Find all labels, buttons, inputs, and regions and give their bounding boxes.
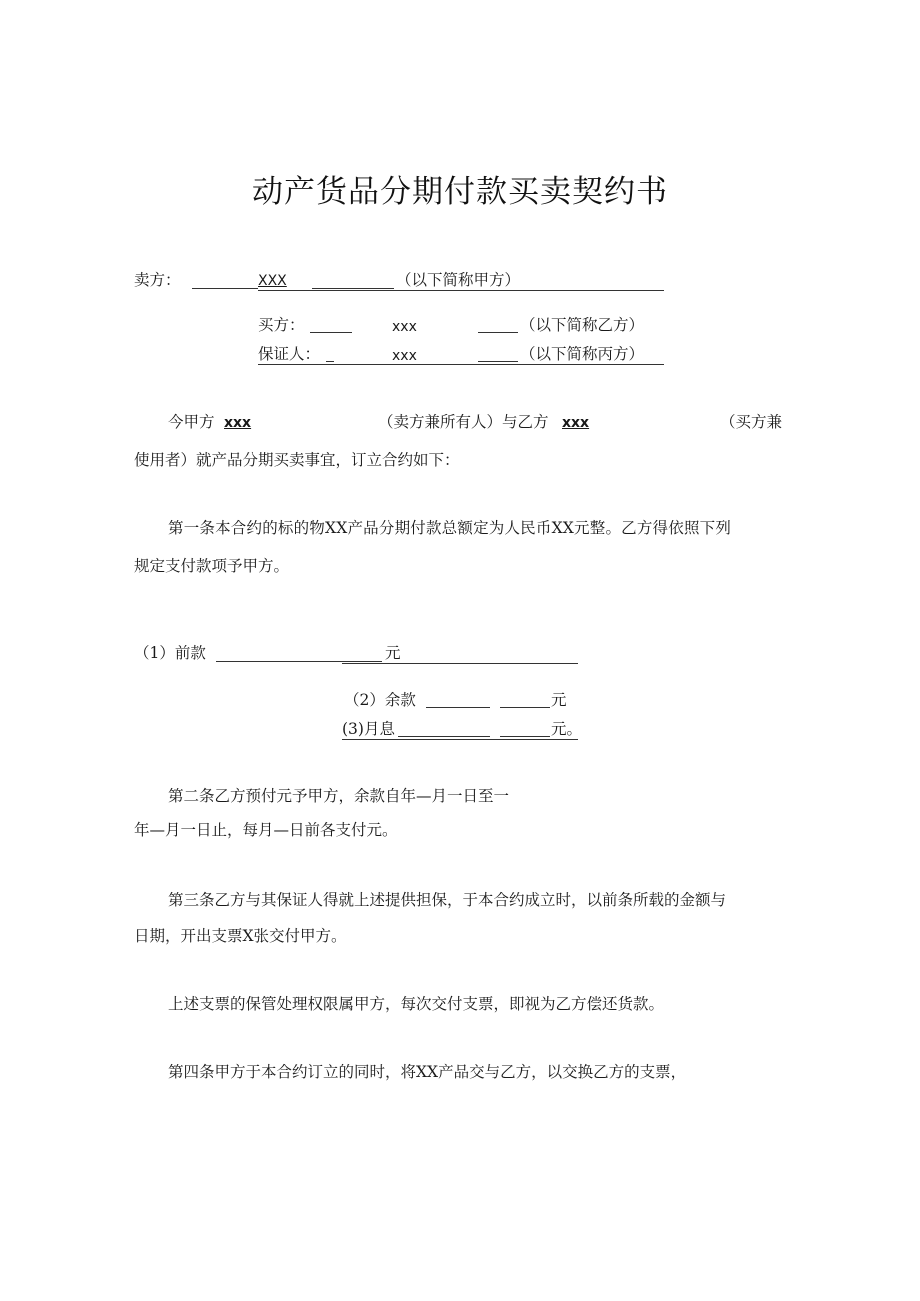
intro-part2: （卖方兼所有人）与乙方: [378, 413, 549, 431]
buyer-blank-before: [310, 318, 352, 333]
article1-line2: 规定支付款项予甲方。: [134, 557, 290, 575]
buyer-name: xxx: [392, 319, 417, 335]
seller-label: 卖方：: [134, 271, 181, 289]
seller-line: [134, 270, 181, 290]
guarantor-blank-before: [326, 347, 334, 362]
payment-item3-blank-b: [500, 722, 550, 737]
payment-item3-blank-a: [398, 722, 490, 737]
guarantor-label: 保证人：: [258, 345, 321, 363]
payment-item1-underline: [342, 663, 578, 664]
payment-item2-blank-b: [500, 693, 550, 708]
document-title: 动产货品分期付款买卖契约书: [252, 174, 668, 210]
guarantor-name: xxx: [392, 348, 417, 364]
seller-blank-before: [192, 274, 258, 289]
article2-line2: 年—月一日止，每月—日前各支付元。: [134, 821, 398, 839]
intro-part1: 今甲方: [168, 413, 215, 431]
buyer-label: 买方：: [258, 316, 305, 334]
cheque-note: 上述支票的保管处理权限属甲方，每次交付支票，即视为乙方偿还货款。: [168, 995, 665, 1013]
intro-part3: （买方兼: [720, 413, 783, 431]
payment-item2-blank-a: [426, 693, 490, 708]
article2-line1: 第二条乙方预付元予甲方，余款自年—月一日至一: [168, 787, 510, 805]
payment-item3-label: (3)月息: [342, 720, 395, 738]
seller-underline: [258, 290, 664, 291]
payment-item1-label: （1）前款: [134, 644, 206, 662]
payment-item1-unit: 元: [385, 644, 401, 662]
seller-blank-after: [312, 274, 394, 289]
seller-name: XXX: [258, 273, 287, 289]
intro-buyer-name: xxx: [562, 415, 590, 431]
payment-item3-unit: 元。: [551, 720, 583, 738]
payment-item1-blank: [216, 647, 382, 662]
guarantor-underline: [258, 364, 664, 365]
buyer-blank-after: [478, 318, 518, 333]
seller-alias: （以下简称甲方）: [396, 271, 521, 289]
article1-line1: 第一条本合约的标的物XX产品分期付款总额定为人民币XX元整。乙方得依照下列: [168, 519, 732, 537]
buyer-alias: （以下简称乙方）: [520, 316, 645, 334]
payment-item3-underline: [342, 739, 578, 740]
article4: 第四条甲方于本合约订立的同时，将XX产品交与乙方，以交换乙方的支票，: [168, 1063, 687, 1081]
guarantor-blank-after: [478, 347, 518, 362]
article3-line2: 日期，开出支票X张交付甲方。: [134, 927, 347, 945]
guarantor-alias: （以下简称丙方）: [520, 345, 645, 363]
intro-line2: 使用者）就产品分期买卖事宜，订立合约如下：: [134, 451, 460, 469]
payment-item2-label: （2）余款: [344, 691, 416, 709]
article3-line1: 第三条乙方与其保证人得就上述提供担保，于本合约成立时，以前条所载的金额与: [168, 891, 727, 909]
payment-item2-unit: 元: [551, 691, 567, 709]
intro-seller-name: xxx: [224, 415, 252, 431]
